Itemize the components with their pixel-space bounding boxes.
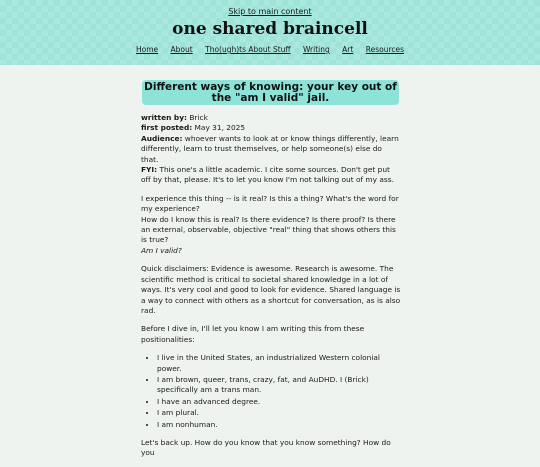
- paragraph-back-up: Let's back up. How do you know that you know something? How do you: [141, 437, 391, 458]
- paragraph-disclaimers: Quick disclaimers: Evidence is awesome. Research is awesome. The scientific method is critical to societal shared knowledge in a lot of ways. It's very cool and good to look for evidence. Shared language is a way to connect with others as a shortcut for conversation, as is also rad.: [141, 264, 401, 315]
- site-title[interactable]: one shared braincell: [172, 19, 368, 39]
- nav-writing[interactable]: Writing: [302, 45, 330, 54]
- paragraph-positionalities: Before I dive in, I'll let you know I am writing this from these positionalities:: [141, 324, 365, 344]
- list-item: • I live in the United States, an industrialized Western colonial power.: [157, 353, 401, 374]
- skip-to-content-link[interactable]: Skip to main content: [228, 7, 312, 16]
- site-header: [0, 0, 540, 65]
- first-posted: first posted: May 31, 2025: [141, 123, 246, 133]
- written-by: written by: Brick: [141, 113, 208, 122]
- article-title: Different ways of knowing: your key out of the "am I valid" jail.: [142, 80, 399, 105]
- nav-about[interactable]: About: [170, 45, 193, 54]
- list-item: • I am nonhuman.: [157, 420, 401, 430]
- list-item: • I have an advanced degree.: [157, 397, 401, 407]
- nav-art[interactable]: Art: [342, 45, 354, 54]
- main-nav: [0, 45, 540, 54]
- list-item: • I am brown, queer, trans, crazy, fat, and AuDHD. I (Brick) specifically am a trans man.: [157, 375, 401, 396]
- fyi: FYI: This one's a little academic. I cite some sources. Don't get put off by that, please. It's to let you know I'm not talking out of my ass.: [141, 165, 394, 185]
- article-body: [141, 113, 401, 467]
- nav-resources[interactable]: Resources: [365, 45, 405, 54]
- list-item: • I am plural.: [157, 408, 401, 418]
- audience: Audience: whoever wants to look at or know things differently, learn differently, learn to trust themselves, or help someone(s) else do that.: [141, 133, 399, 164]
- positionality-list: [157, 353, 401, 430]
- paragraph-intro: I experience this thing -- is it real? Is this a thing? What's the word for my experience? How do I know this is real? Is there evidence? Is there proof? Is there an external, observable, objective "real" thing that shows others this is true? Am I valid?: [141, 193, 399, 255]
- nav-thoughts[interactable]: Tho(ugh)ts About Stuff: [205, 45, 291, 54]
- nav-home[interactable]: Home: [135, 45, 159, 54]
